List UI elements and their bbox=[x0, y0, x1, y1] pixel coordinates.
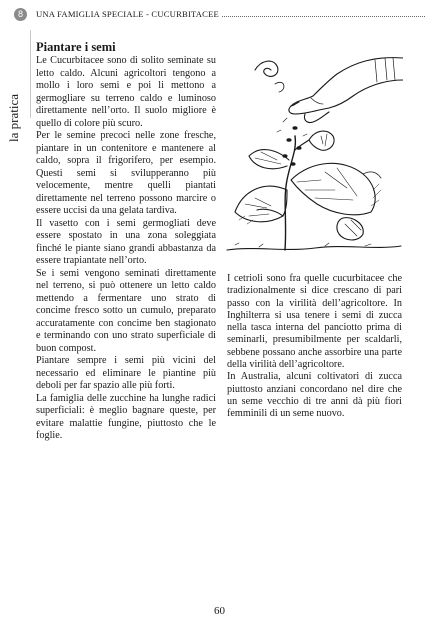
side-divider bbox=[30, 30, 31, 118]
hand-sowing-seeds-squash-plant-illustration bbox=[225, 40, 403, 255]
paragraph: La famiglia delle zucchine ha lunghe radici superficiali: è meglio bagnare queste, per evitare malattie fungine, piuttosto che le foglie. bbox=[36, 392, 216, 441]
page-number: 60 bbox=[214, 605, 225, 617]
header-dotted-leader bbox=[222, 8, 425, 17]
right-column bbox=[227, 273, 402, 421]
running-title: UNA FAMIGLIA SPECIALE - CUCURBITACEE bbox=[36, 9, 220, 19]
running-header bbox=[14, 6, 429, 22]
paragraph: Le Cucurbitacee sono di solito seminate su letto caldo. Alcuni agricoltori tengono a mollo i loro semi e poi li mettono a germogliare su terreno caldo e luminoso direttamente nell’orto. Il suolo migliore è quello di colore più scuro. bbox=[36, 55, 216, 129]
section-title: Piantare i semi bbox=[36, 40, 116, 54]
chapter-number-badge: 8 bbox=[14, 8, 27, 21]
paragraph: I cetrioli sono fra quelle cucurbitacee che tradizionalmente si dice crescano di pari passo con la virilità dell’agricoltore. In Inghilterra si usa tenere i semi di zucca nella tasca interna del panciotto prima di seminarli, presumibilmente per scaldarli, sebbene possano anche assorbire una parte della virilità dell’agricoltore. bbox=[227, 273, 402, 371]
paragraph: Piantare sempre i semi più vicini del necessario ed eliminare le piantine più deboli per far spazio alle più forti. bbox=[36, 355, 216, 391]
section-side-label: la pratica bbox=[6, 94, 21, 142]
paragraph: Il vasetto con i semi germogliati deve essere spostato in una zona soleggiata finché le piante siano grandi abbastanza da essere trapiantate nell’orto. bbox=[36, 217, 216, 266]
left-column bbox=[36, 40, 216, 443]
paragraph: Per le semine precoci nelle zone fresche, piantare in un contenitore e mantenere al caldo, sopra il frigorifero, per esempio. Questi semi si svilupperanno più velocemente, mentre quelli piantati direttamente nel terreno possono marcire o essere uccisi da una gelata tardiva. bbox=[36, 130, 216, 216]
paragraph: In Australia, alcuni coltivatori di zucca piuttosto anziani concordano nel dire che un seme vecchio di tre anni dà più fiori femminili di un seme nuovo. bbox=[227, 371, 402, 420]
paragraph: Se i semi vengono seminati direttamente nel terreno, si può ottenere un letto caldo mettendo a fermentare uno strato di concime fresco sotto un cumulo, preparato accuratamente con concime ben stagionato e terminando con uno strato superficiale di buon compost. bbox=[36, 267, 216, 354]
